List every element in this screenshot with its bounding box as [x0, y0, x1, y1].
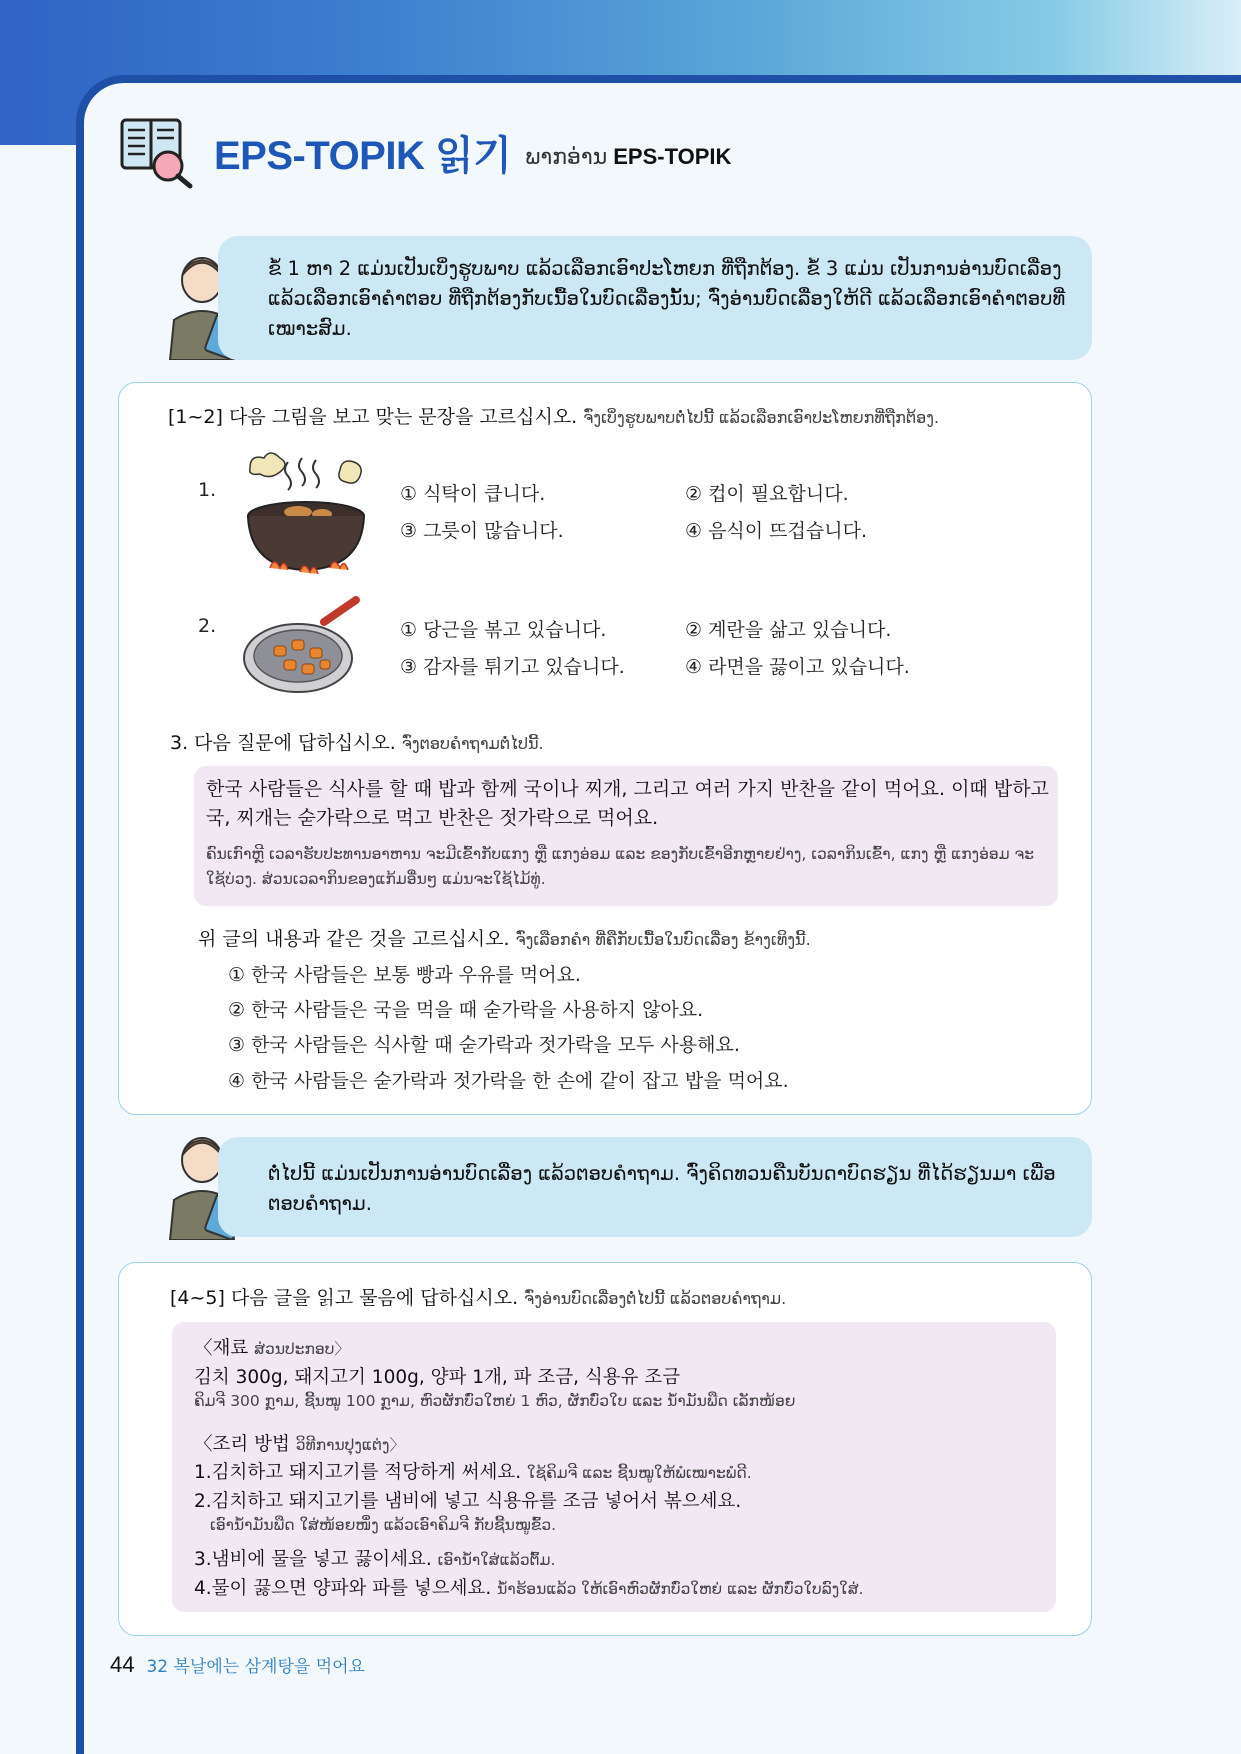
- instruction-box-1: ຂໍ້ 1 ຫາ 2 ແມ່ນເປັນເບິ່ງຮູບພາບ ແລ້ວເລືອກເອົາປະໂຫຍກ ທີ່ຖືກຕ້ອງ. ຂໍ້ 3 ແມ່ນ ເປັນການອ່ານບົດເລື່ອງ ແລ້ວເລືອກເອົາຄຳຕອບ ທີ່ຖືກຕ້ອງກັບເນື້ອໃນບົດເລື່ອງນັ້ນ; ຈົ່ງອ່ານບົດເລື່ອງໃຫ້ດີ ແລ້ວເລືອກເອົາຄຳຕອບທີ່ເໝາະສົມ.: [218, 236, 1092, 360]
- instruction-box-2: ຕໍ່ໄປນີ້ ແມ່ນເປັນການອ່ານບົດເລື່ອງ ແລ້ວຕອບຄຳຖາມ. ຈົ່ງຄິດທວນຄືນບັນດາບົດຮຽນ ທີ່ໄດ້ຮຽນມາ ເພື່ອຕອບຄຳຖາມ.: [218, 1137, 1092, 1237]
- recipe-step-4-ko: 4.물이 끓으면 양파와 파를 넣으세요.: [194, 1578, 492, 1599]
- q1-number: 1.: [198, 479, 217, 501]
- recipe-step-3-lao: ເອົານ້ຳໃສ່ແລ້ວຕົ້ມ.: [437, 1551, 556, 1569]
- page-title: EPS-TOPIK 읽기: [214, 133, 512, 178]
- method-title: [194, 1430, 405, 1456]
- ingredients-lao: ຄິມຈີ 300 ກຼາມ, ຊີ້ນໝູ 100 ກຼາມ, ຫົວຜັກບົ່ວໃຫຍ່ 1 ຫົວ, ຜັກບົ່ວໃບ ແລະ ນ້ຳມັນພືດ ເລັກໜ້ອຍ: [194, 1392, 796, 1410]
- recipe-step-3-ko: 3.냄비에 물을 넣고 끓이세요.: [194, 1549, 432, 1570]
- q3-option-3[interactable]: ③ 한국 사람들은 식사할 때 숟가락과 젓가락을 모두 사용해요.: [228, 1034, 740, 1056]
- section1-heading-lao: ຈົ່ງເບິ່ງຮູບພາບຕໍ່ໄປນີ້ ແລ້ວເລືອກເອົາປະໂຫຍກທີ່ຖືກຕ້ອງ.: [583, 408, 940, 427]
- recipe-step-4-lao: ນ້ຳຮ້ອນແລ້ວ ໃຫ້ເອົາຫົວຜັກບົ່ວໃຫຍ່ ແລະ ຜັກບົ່ວໃບລົງໃສ່.: [497, 1580, 864, 1598]
- page-footer: [110, 1652, 365, 1678]
- q3-prompt-lao: ຈົ່ງເລືອກຄຳ ທີ່ຄືກັບເນື້ອໃນບົດເລື່ອງ ຂ້າງເທິງນີ້.: [515, 930, 811, 949]
- recipe-step-1: [194, 1458, 752, 1484]
- section2-heading: [170, 1283, 786, 1310]
- q3-option-4[interactable]: ④ 한국 사람들은 숟가락과 젓가락을 한 손에 같이 잡고 밥을 먹어요.: [228, 1070, 789, 1092]
- q3-passage-ko: 한국 사람들은 식사를 할 때 밥과 함께 국이나 찌개, 그리고 여러 가지 반찬을 같이 먹어요. 이때 밥하고 국, 찌개는 숟가락으로 먹고 반찬은 젓가락으로 먹어요.: [206, 778, 1049, 829]
- page-title-lao: ພາກອ່ານ: [525, 144, 608, 170]
- q3-passage-lao: ຄົນເກົາຫຼີ ເວລາຮັບປະທານອາຫານ ຈະມີເຂົ້າກັບແກງ ຫຼື ແກງອ່ອມ ແລະ ຂອງກັບເຂົ້າອີກຫຼາຍຢ່າງ, ເວລາກິນເຂົ້າ, ແກງ ຫຼື ແກງອ່ອມ ຈະໃຊ້ບ່ວງ. ສ່ວນເວລາກິນຂອງແກ້ມອື່ນໆ ແມ່ນຈະໃຊ້ໄມ້ທູ່.: [206, 845, 1035, 888]
- q1-option-4[interactable]: ④ 음식이 뜨겁습니다.: [685, 520, 867, 542]
- q2-option-1[interactable]: ① 당근을 볶고 있습니다.: [400, 619, 607, 641]
- recipe-step-2-lao: ເອົານ້ຳມັນພືດ ໃສ່ໜ້ອຍໜຶ່ງ ແລ້ວເອົາຄິມຈີ ກັບຊີ້ນໝູຂົ້ວ.: [210, 1516, 557, 1534]
- section-header: [118, 112, 731, 192]
- section2-heading-lao: ຈົ່ງອ່ານບົດເລື່ອງຕໍ່ໄປນີ້ ແລ້ວຕອບຄຳຖາມ.: [524, 1289, 787, 1308]
- q3-heading-ko: 3. 다음 질문에 답하십시오.: [170, 732, 396, 754]
- frying-pan-icon: [240, 594, 374, 698]
- q2-option-2[interactable]: ② 계란을 삶고 있습니다.: [685, 619, 892, 641]
- ingredients-title: [194, 1334, 350, 1360]
- recipe-step-1-ko: 1.김치하고 돼지고기를 적당하게 써세요.: [194, 1462, 522, 1483]
- page-number: 44: [110, 1652, 135, 1677]
- q3-prompt-ko: 위 글의 내용과 같은 것을 고르십시오.: [198, 928, 510, 950]
- method-title-lao: ວິທີການປຸງແຕ່ງ〉: [295, 1436, 405, 1454]
- q1-option-1[interactable]: ① 식탁이 큽니다.: [400, 483, 546, 505]
- ingredients-title-ko: 〈재료: [194, 1338, 249, 1359]
- recipe-step-2: [194, 1487, 741, 1513]
- q2-option-3[interactable]: ③ 감자를 튀기고 있습니다.: [400, 656, 625, 678]
- q1-option-3[interactable]: ③ 그릇이 많습니다.: [400, 520, 564, 542]
- recipe-step-4: [194, 1574, 864, 1600]
- q3-prompt: [198, 924, 811, 951]
- section1-heading-ko: [1~2] 다음 그림을 보고 맞는 문장을 고르십시오.: [168, 406, 578, 428]
- q3-heading-lao: ຈົ່ງຕອບຄຳຖາມຕໍ່ໄປນີ້.: [401, 734, 544, 753]
- ingredients-title-lao: ສ່ວນປະກອບ〉: [254, 1340, 350, 1358]
- q2-number: 2.: [198, 615, 217, 637]
- chapter-title: 32 복날에는 삼계탕을 먹어요: [146, 1657, 365, 1677]
- recipe-step-3: [194, 1545, 555, 1571]
- q3-heading: [170, 728, 544, 755]
- recipe-step-1-lao: ໃຊ້ຄິມຈີ ແລະ ຊີ້ນໝູໃຫ້ພໍເໝາະພໍດີ.: [527, 1464, 752, 1482]
- q1-option-2[interactable]: ② 컵이 필요합니다.: [685, 483, 849, 505]
- ingredients-ko: 김치 300g, 돼지고기 100g, 양파 1개, 파 조금, 식용유 조금: [194, 1367, 681, 1388]
- section1-heading: [168, 402, 939, 429]
- recipe-step-2-ko: 2.김치하고 돼지고기를 냄비에 넣고 식용유를 조금 넣어서 볶으세요.: [194, 1491, 742, 1512]
- q3-option-1[interactable]: ① 한국 사람들은 보통 빵과 우유를 먹어요.: [228, 964, 581, 986]
- method-title-ko: 〈조리 방법: [194, 1434, 290, 1455]
- book-search-icon: [118, 114, 196, 190]
- q2-option-4[interactable]: ④ 라면을 끓이고 있습니다.: [685, 656, 910, 678]
- hot-pot-icon: [240, 448, 372, 588]
- q3-option-2[interactable]: ② 한국 사람들은 국을 먹을 때 숟가락을 사용하지 않아요.: [228, 999, 704, 1021]
- section2-heading-ko: [4~5] 다음 글을 읽고 물음에 답하십시오.: [170, 1287, 519, 1309]
- page-title-sub: EPS-TOPIK: [613, 144, 732, 169]
